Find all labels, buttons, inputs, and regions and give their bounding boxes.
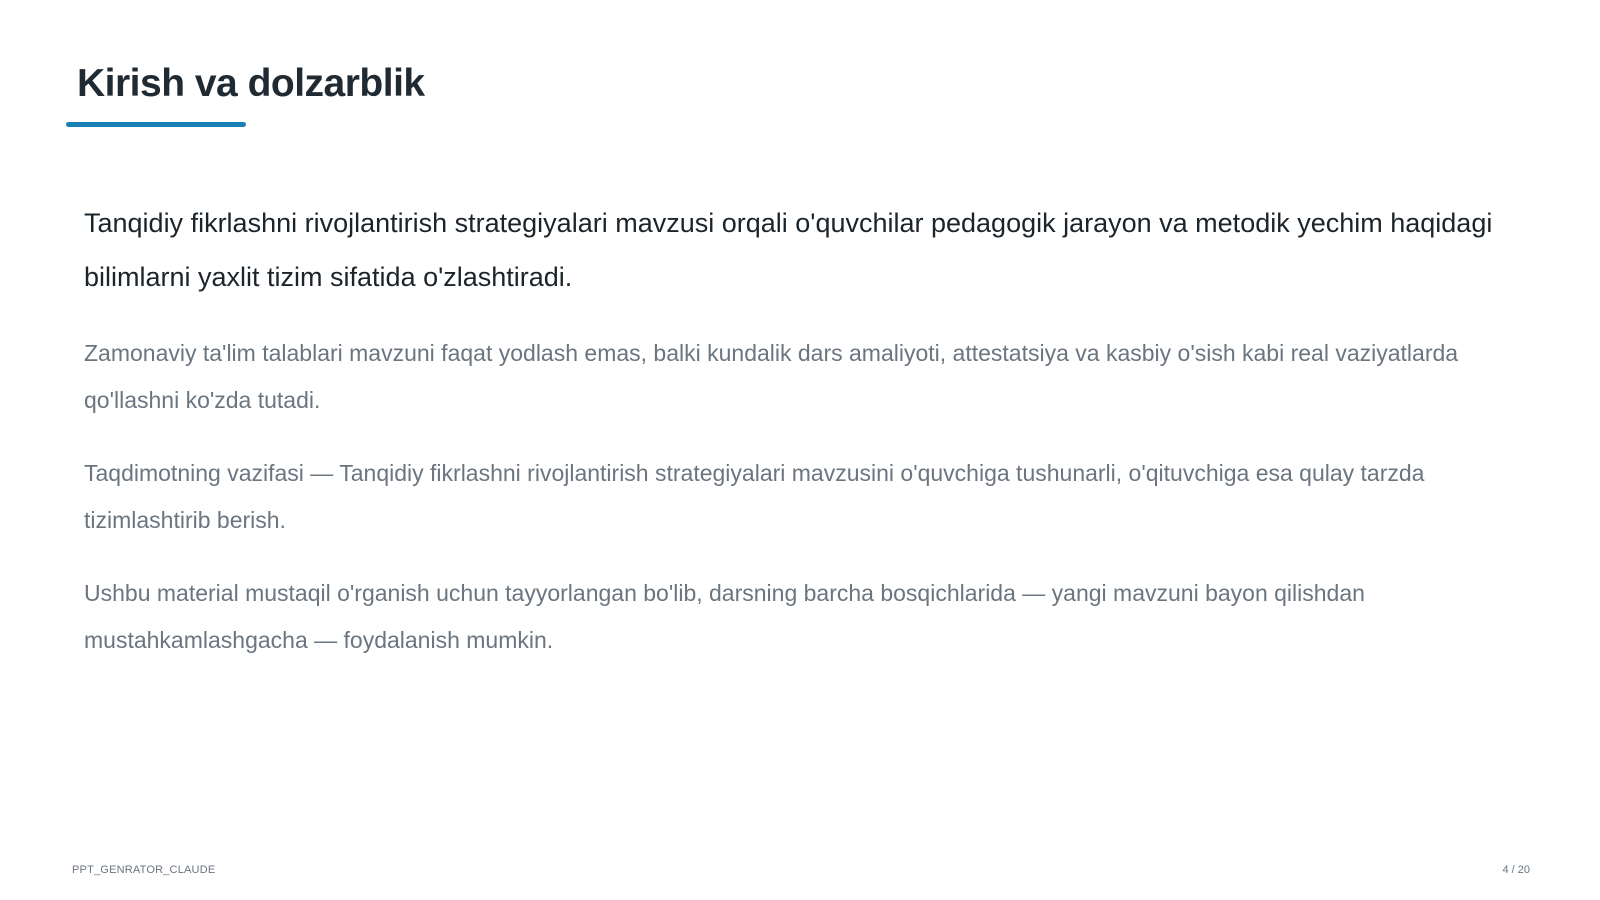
lead-paragraph: Tanqidiy fikrlashni rivojlantirish strategiyalari mavzusi orqali o'quvchilar pedagogik jarayon va metodik yechim haqidagi bilimlarni yaxlit tizim sifatida o'zlashtiradi. bbox=[84, 208, 1493, 292]
slide-title: Kirish va dolzarblik bbox=[77, 62, 425, 105]
body-paragraph-1: Zamonaviy ta'lim talablari mavzuni faqat yodlash emas, balki kundalik dars amaliyoti, attestatsiya va kasbiy o'sish kabi real vaziyatlarda qo'llashni ko'zda tutadi. bbox=[84, 340, 1459, 413]
footer-source-label: PPT_GENRATOR_CLAUDE bbox=[72, 864, 216, 876]
slide-content bbox=[84, 196, 1504, 690]
page-number: 4 / 20 bbox=[1502, 864, 1530, 876]
title-underline bbox=[66, 122, 246, 127]
body-paragraph-2: Taqdimotning vazifasi — Tanqidiy fikrlashni rivojlantirish strategiyalari mavzusini o'quvchiga tushunarli, o'qituvchiga esa qulay tarzda tizimlashtirib berish. bbox=[84, 460, 1425, 533]
body-paragraph-3: Ushbu material mustaqil o'rganish uchun tayyorlangan bo'lib, darsning barcha bosqichlarida — yangi mavzuni bayon qilishdan mustahkamlashgacha — foydalanish mumkin. bbox=[84, 580, 1365, 653]
